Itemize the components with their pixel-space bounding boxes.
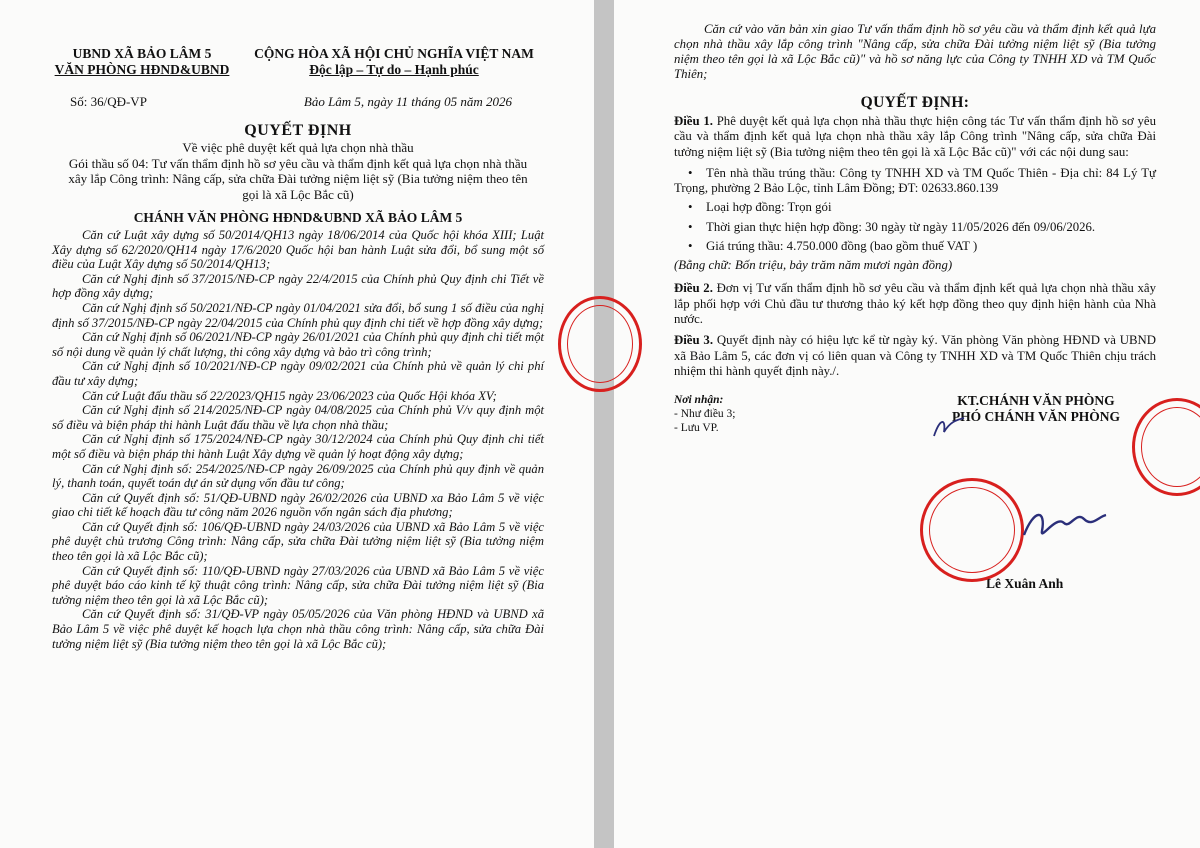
award-detail-item: • Thời gian thực hiện hợp đồng: 30 ngày từ ngày 11/05/2026 đến 09/06/2026.: [688, 219, 1096, 234]
doc-number: Số: 36/QĐ-VP: [70, 94, 147, 109]
article-1-label: Điều 1.: [674, 114, 713, 128]
legal-basis-item: Căn cứ Nghị định số 37/2015/NĐ-CP ngày 22/4/2015 của Chính phủ Quy định chi Tiết về hợp đồng xây dựng;: [52, 271, 544, 301]
recipients: [674, 393, 736, 435]
basis-request-letter: Căn cứ vào văn bản xin giao Tư vấn thẩm định hồ sơ yêu cầu và thẩm định kết quả lựa chọn nhà thầu xây lắp công trình "Nâng cấp, sửa chữa Đài tưởng niệm liệt sỹ (Bia tưởng niệm theo tên gọi là xã Lộc Bắc cũ)" và hồ sơ năng lực của Công ty TNHH XD và TM Quốc Thiên;: [674, 22, 1156, 81]
article-1-text: Phê duyệt kết quả lựa chọn nhà thầu thực hiện công tác Tư vấn thẩm định hồ sơ yêu cầu và thẩm định kết quả lựa chọn nhà thầu xây lắp Công trình "Nâng cấp, sửa chữa Đài tưởng niệm liệt sỹ (Bia tưởng niệm theo tên gọi là xã Lộc Bắc cũ)" với các nội dung sau:: [674, 114, 1156, 159]
initials-mark-icon: [932, 414, 966, 440]
award-detail-item: • Loại hợp đồng: Trọn gói: [688, 200, 832, 215]
legal-basis-item: Căn cứ Quyết định số: 31/QĐ-VP ngày 05/05/2026 của Văn phòng HĐND và UBND xã Bảo Lâm 5 về việc phê duyệt kế hoạch lựa chọn nhà thầu công trình: Nâng cấp, sửa chữa Đài tưởng niệm liệt sỹ (Bia tưởng niệm theo tên gọi là xã Lộc Bắc cũ);: [52, 607, 544, 651]
seal-stamp-icon: [920, 478, 1024, 582]
legal-basis-item: Căn cứ Nghị định số 50/2021/NĐ-CP ngày 01/04/2021 sửa đổi, bổ sung 1 số điều của nghị định số 37/2015/NĐ-CP ngày 22/04/2015 của Chính phủ quy định chi tiết về hợp đồng xây dựng;: [52, 300, 544, 330]
document-page-1: [0, 0, 594, 848]
legal-basis-item: Căn cứ Nghị định số 06/2021/NĐ-CP ngày 26/01/2021 của Chính phủ quy định chi tiết một số nội dung về quản lý chất lượng, thi công xây dựng và bảo trì công trình;: [52, 330, 544, 359]
handwritten-signature-icon: [1020, 505, 1110, 545]
subject-line-2: Gói thầu số 04: Tư vấn thẩm định hồ sơ yêu cầu và thẩm định kết quả lựa chọn nhà thầu xây lắp Công trình: Nâng cấp, sửa chữa Đài tưởng niệm liệt sỹ (Bia tưởng niệm theo tên gọi là xã Lộc Bắc cũ): [68, 155, 528, 202]
legal-basis-item: Căn cứ Quyết định số: 51/QĐ-UBND ngày 26/02/2026 của UBND xa Bảo Lâm 5 về việc giao chi tiết kế hoạch đầu tư công năm 2026 nguồn vốn ngân sách địa phương;: [52, 490, 544, 520]
award-detail-item: • Giá trúng thầu: 4.750.000 đồng (bao gồm thuế VAT ): [688, 239, 978, 254]
issuing-authority: CHÁNH VĂN PHÒNG HĐND&UBND XÃ BẢO LÂM 5: [133, 210, 463, 225]
page-gap: [594, 0, 614, 848]
article-2-label: Điều 2.: [674, 281, 713, 296]
org-line-2: VĂN PHÒNG HĐND&UBND: [54, 62, 230, 77]
legal-basis-item: Căn cứ Luật xây dựng số 50/2014/QH13 ngày 18/06/2014 của Quốc hội khóa XIII; Luật Xây dựng số 62/2020/QH14 ngày 17/6/2020 Quốc hội ban hành Luật sửa đổi, bổ sung một số điều của Luật Xây dựng số 50/2014/QH13;: [52, 228, 544, 272]
number-date-row: [52, 94, 544, 110]
recipient-item: - Như điều 3;: [674, 408, 736, 421]
issuing-agency: [52, 46, 232, 78]
article-2: [674, 281, 1156, 327]
article-3-label: Điều 3.: [674, 333, 714, 348]
country-line-2: Độc lập – Tự do – Hạnh phúc: [309, 62, 479, 77]
legal-basis-item: Căn cứ Nghị định số 214/2025/NĐ-CP ngày 04/08/2025 của Chính phủ V/v quy định một số điều và biện pháp thi hành Luật đấu thầu về lựa chọn nhà thầu;: [52, 403, 544, 432]
signer-name: Lê Xuân Anh: [986, 576, 1064, 591]
legal-basis-item: Căn cứ Nghị định số 175/2024/NĐ-CP ngày 30/12/2024 của Chính phủ Quy định chi tiết một số điều và biện pháp thi hành Luật Xây dựng về quản lý hoạt động xây dựng;: [52, 432, 544, 461]
article-3-text: Quyết định này có hiệu lực kể từ ngày ký. Văn phòng Văn phòng HĐND và UBND xã Bảo Lâm 5, các đơn vị có liên quan và Công ty TNHH XD và TM Quốc Thiên chịu trách nhiệm thi hành quyết định này./.: [674, 333, 1156, 378]
award-detail-item: • Tên nhà thầu trúng thầu: Công ty TNHH XD và TM Quốc Thiên - Địa chỉ: 84 Lý Tự Trọng, phường 2 Bảo Lộc, tỉnh Lâm Đồng; ĐT: 02633.860.139: [674, 165, 1156, 196]
legal-basis-item: Căn cứ Quyết định số: 110/QĐ-UBND ngày 27/03/2026 của UBND xã Bảo Lâm 5 về việc phê duyệt báo cáo kinh tế kỹ thuật công trình: Nâng cấp, sửa chữa Đài tưởng niệm liệt sỹ (Bia tưởng niệm theo tên gọi là xã Lộc Bắc cũ);: [52, 563, 544, 607]
legal-basis-item: Căn cứ Quyết định số: 106/QĐ-UBND ngày 24/03/2026 của UBND xã Bảo Lâm 5 về việc phê duyệt chủ trương Công trình: Nâng cấp, sửa chữa Đài tưởng niệm liệt sỹ (Bia tưởng niệm theo tên gọi là xã Lộc Bắc cũ);: [52, 519, 544, 564]
amount-in-words: (Bằng chữ: Bốn triệu, bảy trăm năm mươi ngàn đồng): [674, 258, 953, 273]
document-title: QUYẾT ĐỊNH: [244, 122, 352, 139]
document-page-2: [614, 0, 1200, 848]
decision-heading: QUYẾT ĐỊNH:: [860, 94, 970, 111]
org-line-1: UBND XÃ BẢO LÂM 5: [72, 46, 212, 61]
legal-basis-item: Căn cứ Nghị định số: 254/2025/NĐ-CP ngày 26/09/2025 của Chính phủ quy định về quản lý, thanh toán, quyết toán dự án sử dụng vốn đầu tư công;: [52, 461, 544, 491]
recipient-item: - Lưu VP.: [674, 422, 719, 435]
article-3: [674, 333, 1156, 379]
signatory-title: KT.CHÁNH VĂN PHÒNG PHÓ CHÁNH VĂN PHÒNG: [951, 393, 1121, 425]
date-line: Bảo Lâm 5, ngày 11 tháng 05 năm 2026: [303, 94, 512, 109]
legal-basis-item: Căn cứ Luật đấu thầu số 22/2023/QH15 ngày 23/06/2023 của Quốc Hội khóa XV;: [82, 388, 497, 403]
article-2-text: Đơn vị Tư vấn thẩm định hồ sơ yêu cầu và thẩm định kết quả lựa chọn nhà thầu xây lắp phối hợp với Chủ đầu tư thương thảo ký kết hợp đồng theo quy định hiện hành của Nhà nước.: [674, 281, 1156, 326]
seal-stamp-icon: [558, 296, 642, 392]
letterhead: [52, 46, 544, 78]
national-motto: [244, 46, 544, 78]
country-line-1: CỘNG HÒA XÃ HỘI CHỦ NGHĨA VIỆT NAM: [254, 46, 534, 61]
article-1: [674, 114, 1156, 160]
signature-block: [674, 393, 1156, 435]
legal-basis-item: Căn cứ Nghị định số 10/2021/NĐ-CP ngày 09/02/2021 của Chính phủ về quản lý chi phí đầu tư xây dựng;: [52, 359, 544, 388]
subject-line-1: Về việc phê duyệt kết quả lựa chọn nhà thầu: [182, 140, 414, 155]
recipients-title: Nơi nhận:: [674, 394, 724, 407]
